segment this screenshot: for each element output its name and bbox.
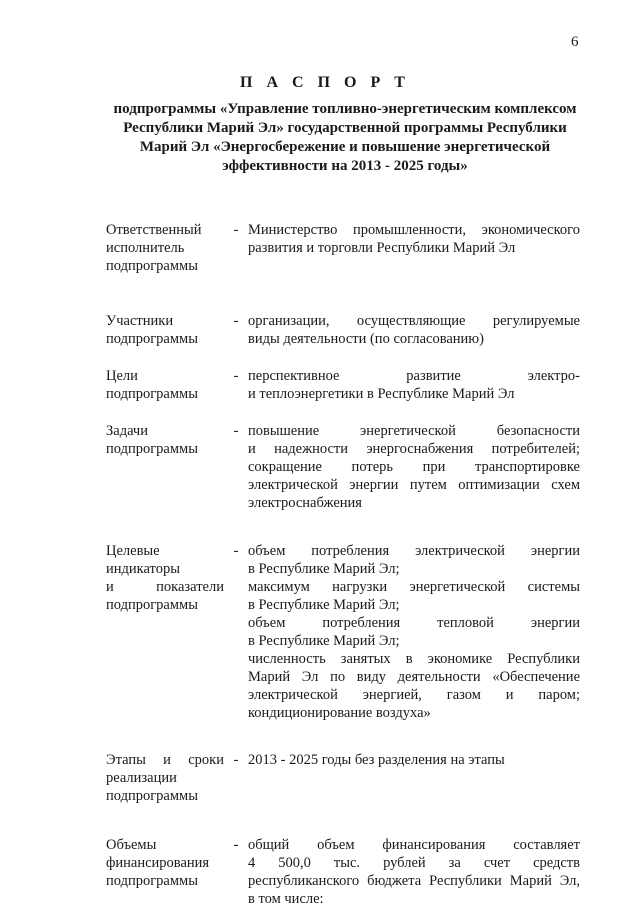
passport-table xyxy=(106,221,580,908)
row-dash: - xyxy=(233,837,239,853)
row-label-line: подпрограммы xyxy=(106,441,198,457)
row-label-line: подпрограммы xyxy=(106,331,198,347)
row-label xyxy=(106,422,224,512)
row-label-line: подпрограммы xyxy=(106,597,198,613)
row-dash: - xyxy=(233,222,239,238)
row-label-line: подпрограммы xyxy=(106,386,198,402)
row-value-line: кондиционирование воздуха» xyxy=(248,705,431,721)
row-label-line: Этапы и сроки xyxy=(106,752,224,768)
row-value-line: сокращение потерь при транспортировке xyxy=(248,459,580,475)
row-responsible-executor xyxy=(106,221,580,275)
row-label-line: и показатели xyxy=(106,579,224,595)
row-goals xyxy=(106,367,580,403)
row-dash: - xyxy=(233,543,239,559)
row-value xyxy=(248,836,580,908)
row-label-line: подпрограммы xyxy=(106,788,198,804)
row-label-line: финансирования xyxy=(106,855,210,871)
row-label-line: Участники xyxy=(106,313,174,329)
row-value xyxy=(248,367,580,403)
row-value-line: в Республике Марий Эл; xyxy=(248,561,400,577)
row-value-line: 4 500,0 тыс. рублей за счет средств xyxy=(248,855,580,871)
row-value-line: в Республике Марий Эл; xyxy=(248,597,400,613)
row-value xyxy=(248,542,580,722)
row-dash: - xyxy=(233,423,239,439)
row-label-line: Задачи xyxy=(106,423,148,439)
row-dash: - xyxy=(233,313,239,329)
row-value-line: организации, осуществляющие регулируемые xyxy=(248,313,580,329)
row-tasks xyxy=(106,422,580,512)
row-value-line: максимум нагрузки энергетической системы xyxy=(248,579,580,595)
page-number: 6 xyxy=(571,34,579,50)
row-label-line: исполнитель xyxy=(106,240,185,256)
subtitle-line: Марий Эл «Энергосбережение и повышение энергетической xyxy=(139,139,551,155)
row-value-line: электрической энергии путем оптимизации схем xyxy=(248,477,580,493)
row-value-line: общий объем финансирования составляет xyxy=(248,837,580,853)
row-dash: - xyxy=(233,752,239,768)
row-label-line: индикаторы xyxy=(106,561,180,577)
row-value-line: виды деятельности (по согласованию) xyxy=(248,331,484,347)
row-label xyxy=(106,836,224,908)
row-value-line: 2013 - 2025 годы без разделения на этапы xyxy=(248,752,505,768)
row-label-line: Ответственный xyxy=(106,222,202,238)
row-value-line: перспективное развитие электро- xyxy=(248,368,580,384)
subtitle-line: Республики Марий Эл» государственной программы Республики xyxy=(123,120,567,136)
subtitle-line: подпрограммы «Управление топливно-энергетическим комплексом xyxy=(113,101,577,117)
row-value xyxy=(248,312,580,348)
row-label-line: подпрограммы xyxy=(106,873,198,889)
row-label-line: подпрограммы xyxy=(106,258,198,274)
row-label-line: реализации xyxy=(106,770,177,786)
row-stages-and-terms xyxy=(106,751,580,805)
row-label-line: Цели xyxy=(106,368,138,384)
row-target-indicators xyxy=(106,542,580,722)
row-value-line: повышение энергетической безопасности xyxy=(248,423,580,439)
row-value-line: Министерство промышленности, экономического xyxy=(248,222,580,238)
row-value-line: и теплоэнергетики в Республике Марий Эл xyxy=(248,386,515,402)
row-label xyxy=(106,751,224,805)
row-value-line: в Республике Марий Эл; xyxy=(248,633,400,649)
row-value xyxy=(248,221,580,275)
row-financing-volume xyxy=(106,836,580,908)
row-label xyxy=(106,367,224,403)
row-value xyxy=(248,422,580,512)
row-label-line: Объемы xyxy=(106,837,157,853)
document-subtitle xyxy=(100,100,590,176)
row-label xyxy=(106,221,224,275)
row-value xyxy=(248,751,580,805)
row-label-line: Целевые xyxy=(106,543,160,559)
row-value-line: развития и торговли Республики Марий Эл xyxy=(248,240,516,256)
row-value-line: объем потребления тепловой энергии xyxy=(248,615,580,631)
subtitle-line: эффективности на 2013 - 2025 годы» xyxy=(222,158,468,174)
row-value-line: электроснабжения xyxy=(248,495,362,511)
row-label xyxy=(106,312,224,348)
row-value-line: численность занятых в экономике Республики xyxy=(248,651,580,667)
row-label xyxy=(106,542,224,722)
row-dash: - xyxy=(233,368,239,384)
row-value-line: в том числе: xyxy=(248,891,324,907)
row-value-line: Марий Эл по виду деятельности «Обеспечение xyxy=(248,669,580,685)
row-participants xyxy=(106,312,580,348)
document-title: П А С П О Р Т xyxy=(240,74,410,91)
row-value-line: и надежности энергоснабжения потребителей; xyxy=(248,441,580,457)
row-value-line: республиканского бюджета Республики Марий Эл, xyxy=(248,873,580,889)
row-value-line: объем потребления электрической энергии xyxy=(248,543,580,559)
row-value-line: электрической энергией, газом и паром; xyxy=(248,687,580,703)
